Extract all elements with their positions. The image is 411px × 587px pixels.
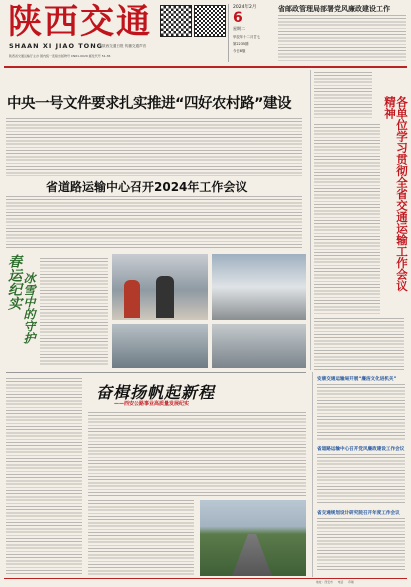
footer-rule [4,578,407,579]
news-photo [112,324,208,368]
qr-code-icon [160,5,192,37]
sub-article-body [6,196,302,248]
feature-body-lower [88,500,194,576]
side-item-headline: 省道路运输中心召开党风廉政建设工作会议 [317,447,405,452]
photo-caption-vertical-right: 冰雪中的守护 [22,272,36,344]
side-item-list [312,372,408,577]
lead-article-body [6,118,302,176]
weekday: 星期二 [233,26,245,31]
photo-caption-vertical-left: 春运纪实 [6,254,22,310]
news-photo-figure [124,280,140,318]
footer-address: 地址：西安市 [316,580,333,584]
side-item-headline: 省交通规划设计研究院召开年度工作会议 [317,511,400,516]
date-year-month: 2024年2月 [233,5,257,10]
side-item-body [317,518,405,570]
news-photo [212,254,306,320]
feature-subheadline: ——西安公路事业高质量发展纪实 [114,401,190,407]
photo-section [6,252,306,370]
lunar-date: 甲辰年十二月廿七 [233,35,261,39]
side-item-headline: 安康交通运输局开展“廉洁文化进机关” [317,377,397,382]
feature-headline: 奋楫扬帆起新程 [96,383,216,402]
masthead [4,2,407,66]
page-count: 今日8版 [233,49,246,53]
side-top-headline: 省邮政管理局部署党风廉政建设工作 [278,5,390,13]
publisher-line: 陕西省交通运输厅主办 国内统一连续出版物号 CN61-0029 邮发代号 51-36 [9,54,111,58]
masthead-title: 陕西交通 [8,2,152,42]
news-photo [212,324,306,368]
photo-intro-body [40,258,108,366]
masthead-title-en: SHAAN XI JIAO TONG [9,42,103,50]
footer-print: 印刷 [348,580,354,584]
footer [316,580,354,584]
side-item-body [317,384,405,440]
side-vertical-headline: 各单位学习贯彻全省交通运输工作会议精神 [383,96,409,292]
section-divider [6,372,306,373]
side-item-body [317,454,405,504]
date-day: 6 [233,10,243,26]
feature-body [88,412,306,496]
side-top-body [278,15,406,63]
right-col-body-lower [314,318,404,370]
main-headline: 中央一号文件要求扎实推进“四好农村路”建设 [7,96,292,112]
right-col-body [314,124,380,314]
issue-number: 第2235期 [233,42,249,46]
feature-left-column [6,378,82,576]
masthead-slogan: 陕西交通日报 传播交通声音 [102,44,147,48]
news-photo-figure [156,276,174,318]
qr-code-icon [194,5,226,37]
masthead-divider [4,66,407,68]
date-block [228,4,277,62]
footer-phone: 电话 [337,580,344,584]
subheadline: 省道路运输中心召开2024年工作会议 [46,180,248,194]
right-col-lead-body [314,72,372,120]
